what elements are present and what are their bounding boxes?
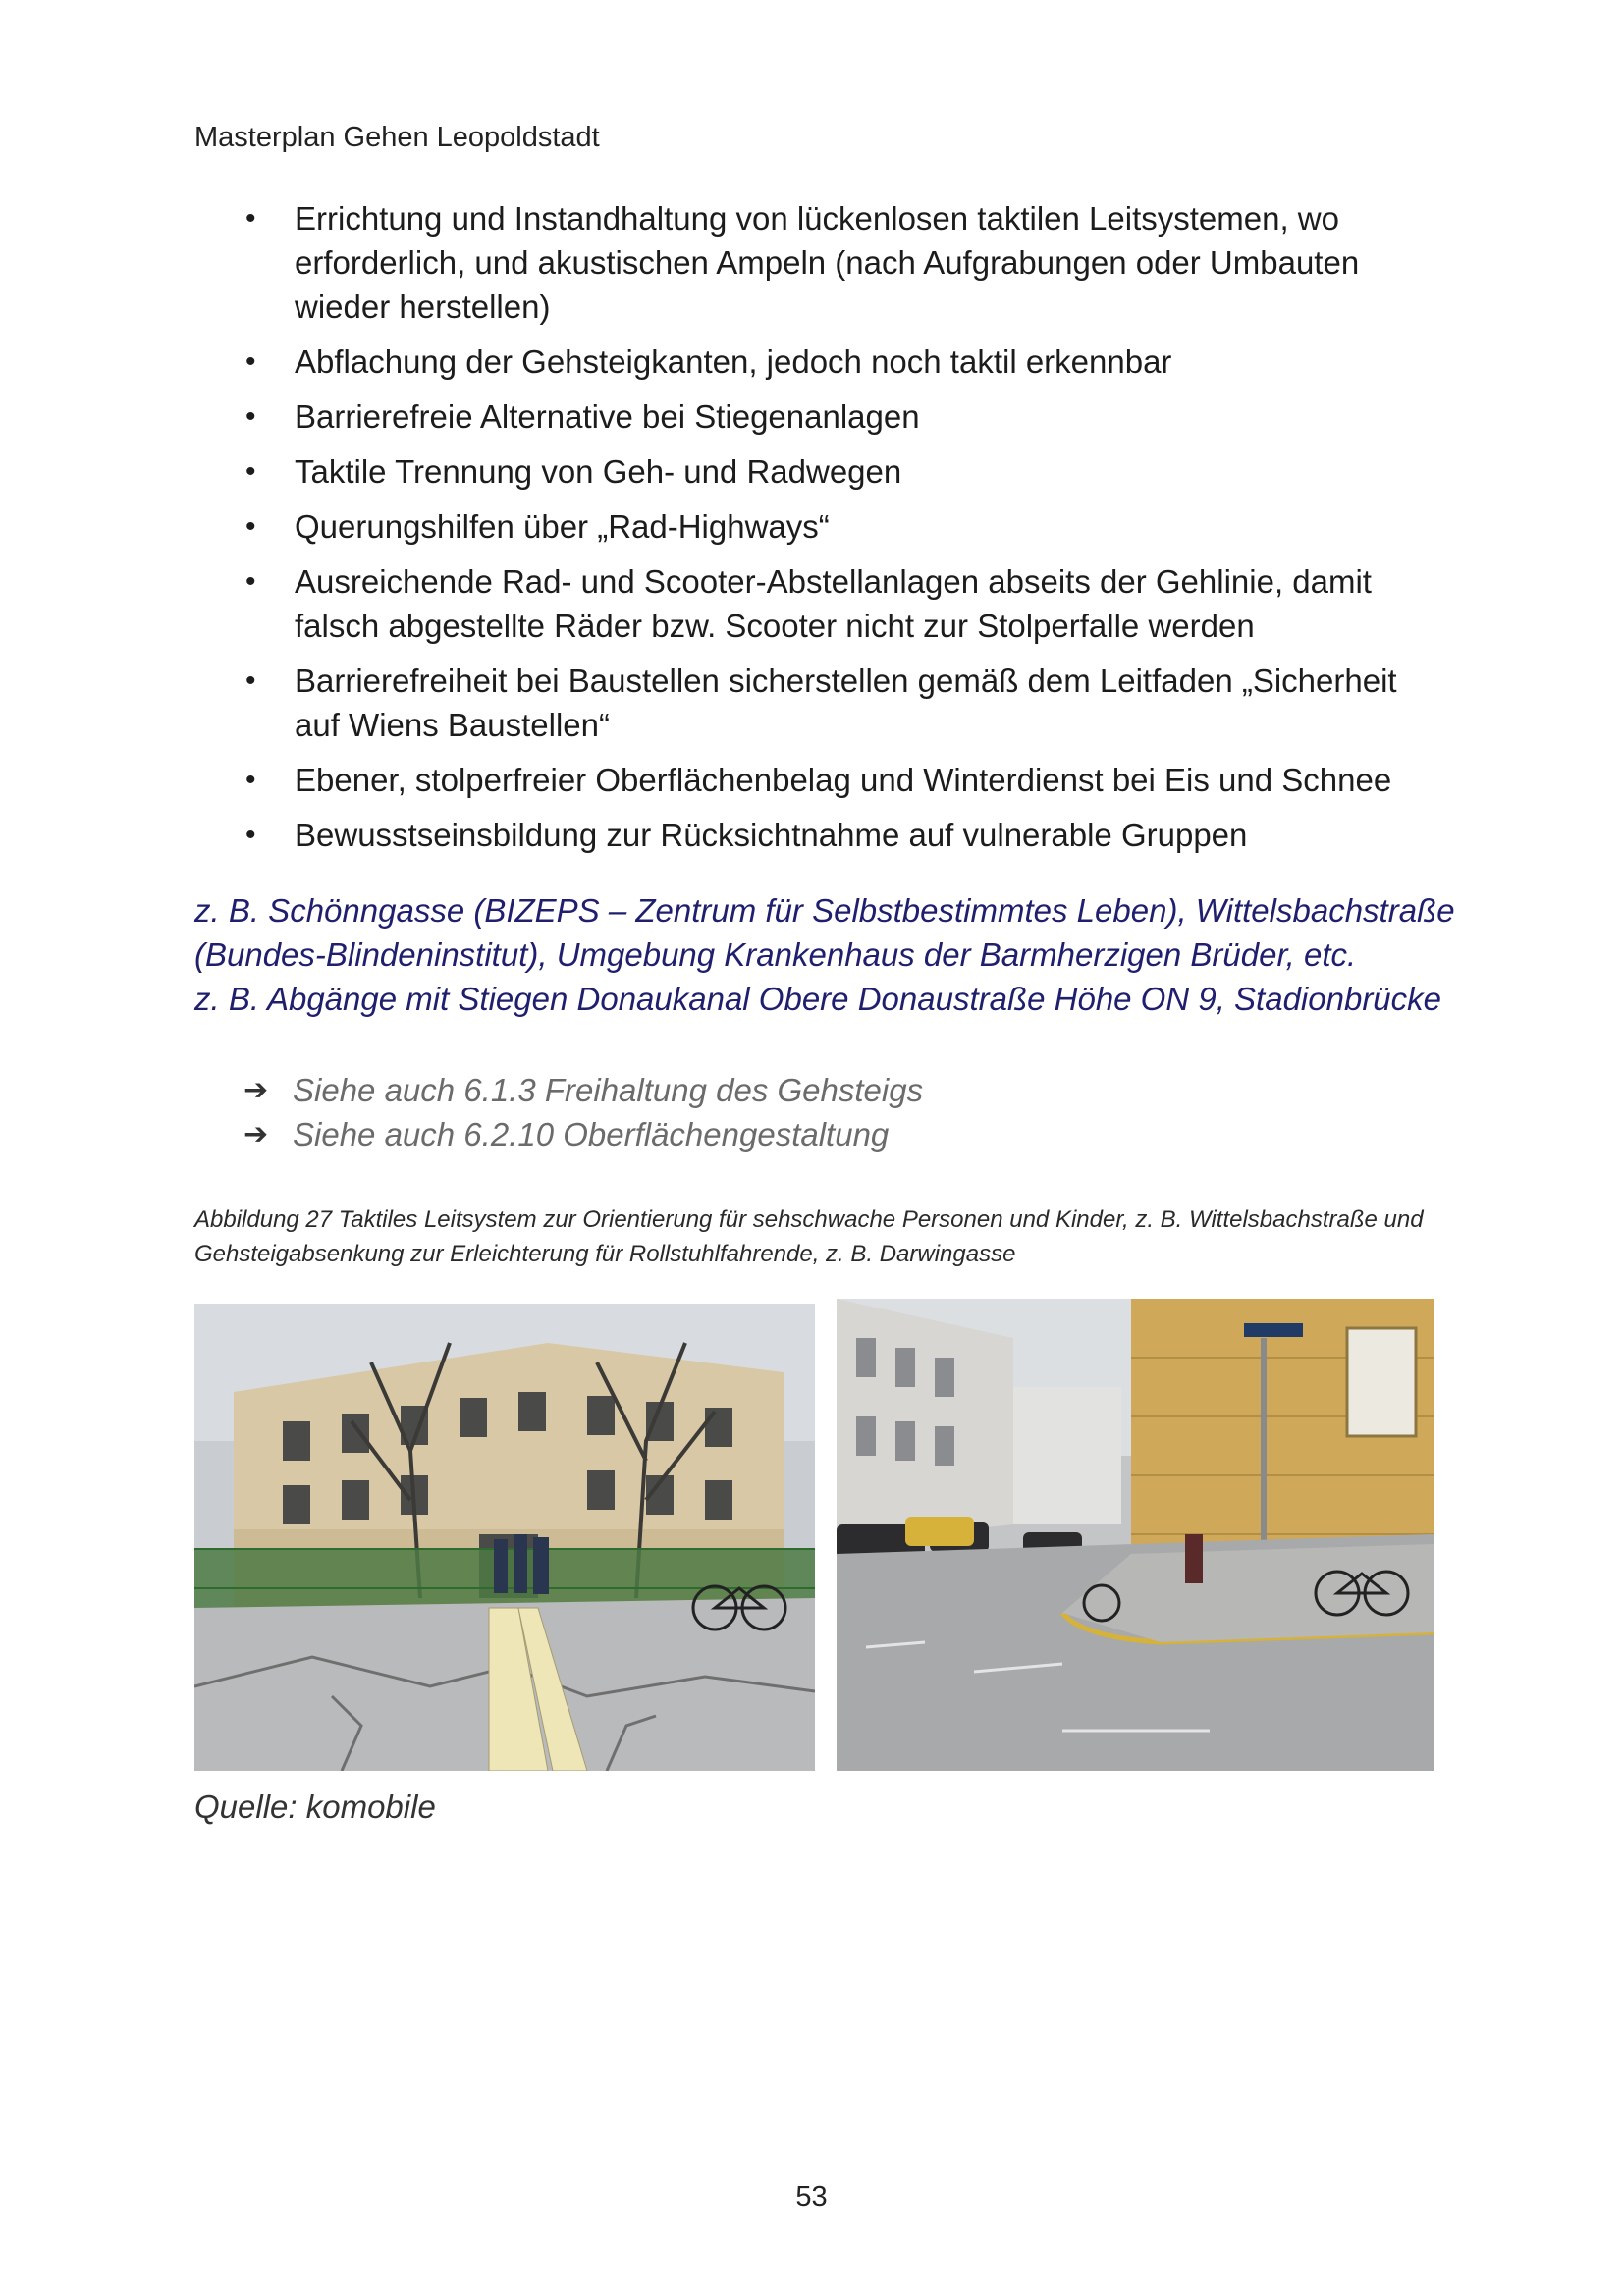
list-item: • Taktile Trennung von Geh- und Radwegen	[194, 450, 1432, 494]
list-item: • Ausreichende Rad- und Scooter-Abstellanlagen abseits der Gehlinie, damit falsch abgestellte Räder bzw. Scooter nicht zur Stolperfalle werden	[194, 560, 1432, 648]
example-text: z. B. Abgänge mit Stiegen Donaukanal Obere Donaustraße Höhe ON 9, Stadionbrücke	[194, 981, 1442, 1017]
bullet-icon: •	[245, 202, 256, 235]
bullet-icon: •	[245, 455, 256, 488]
bullet-icon: •	[245, 764, 256, 796]
bullet-icon: •	[245, 400, 256, 433]
bullet-icon: •	[245, 565, 256, 598]
bullet-icon: •	[245, 819, 256, 851]
list-item: • Querungshilfen über „Rad-Highways“	[194, 505, 1432, 549]
list-item: • Errichtung und Instandhaltung von lückenlosen taktilen Leitsystemen, wo erforderlich, und akustischen Ampeln (nach Aufgrabungen oder Umbauten wieder herstellen)	[194, 196, 1432, 329]
bullet-icon: •	[245, 346, 256, 378]
list-item: • Barrierefreie Alternative bei Stiegenanlagen	[194, 395, 1432, 439]
list-item: • Bewusstseinsbildung zur Rücksichtnahme auf vulnerable Gruppen	[194, 813, 1432, 857]
see-also-item[interactable]: ➔ Siehe auch 6.1.3 Freihaltung des Gehsteigs	[243, 1068, 923, 1112]
running-header: Masterplan Gehen Leopoldstadt	[194, 122, 600, 153]
list-item: • Barrierefreiheit bei Baustellen sicherstellen gemäß dem Leitfaden „Sicherheit auf Wiens Baustellen“	[194, 659, 1432, 747]
see-also-list	[243, 1068, 923, 1156]
bullet-icon: •	[245, 510, 256, 543]
figure-source: Quelle: komobile	[194, 1789, 436, 1825]
bullet-icon: •	[245, 665, 256, 697]
photo-tactile-guidance-wittelsbachstrasse	[194, 1304, 815, 1771]
figure-caption: Abbildung 27 Taktiles Leitsystem zur Orientierung für sehschwache Personen und Kinder, z. B. Wittelsbachstraße und Gehsteigabsenkung zur Erleichterung für Rollstuhlfahrende, z. B. Darwingasse	[194, 1206, 1424, 1267]
requirements-list	[194, 196, 1432, 868]
page-number: 53	[795, 2181, 828, 2213]
photo-curb-ramp-darwingasse	[837, 1299, 1434, 1771]
arrow-right-icon: ➔	[243, 1074, 269, 1106]
list-item: • Abflachung der Gehsteigkanten, jedoch noch taktil erkennbar	[194, 340, 1432, 384]
example-text: z. B. Schönngasse (BIZEPS – Zentrum für Selbstbestimmtes Leben), Wittelsbachstraße (Bundes-Blindeninstitut), Umgebung Krankenhaus der Barmherzigen Brüder, etc.	[194, 892, 1455, 973]
arrow-right-icon: ➔	[243, 1118, 269, 1150]
see-also-item[interactable]: ➔ Siehe auch 6.2.10 Oberflächengestaltung	[243, 1112, 923, 1156]
list-item: • Ebener, stolperfreier Oberflächenbelag und Winterdienst bei Eis und Schnee	[194, 758, 1432, 802]
example-locations	[194, 888, 1471, 1021]
